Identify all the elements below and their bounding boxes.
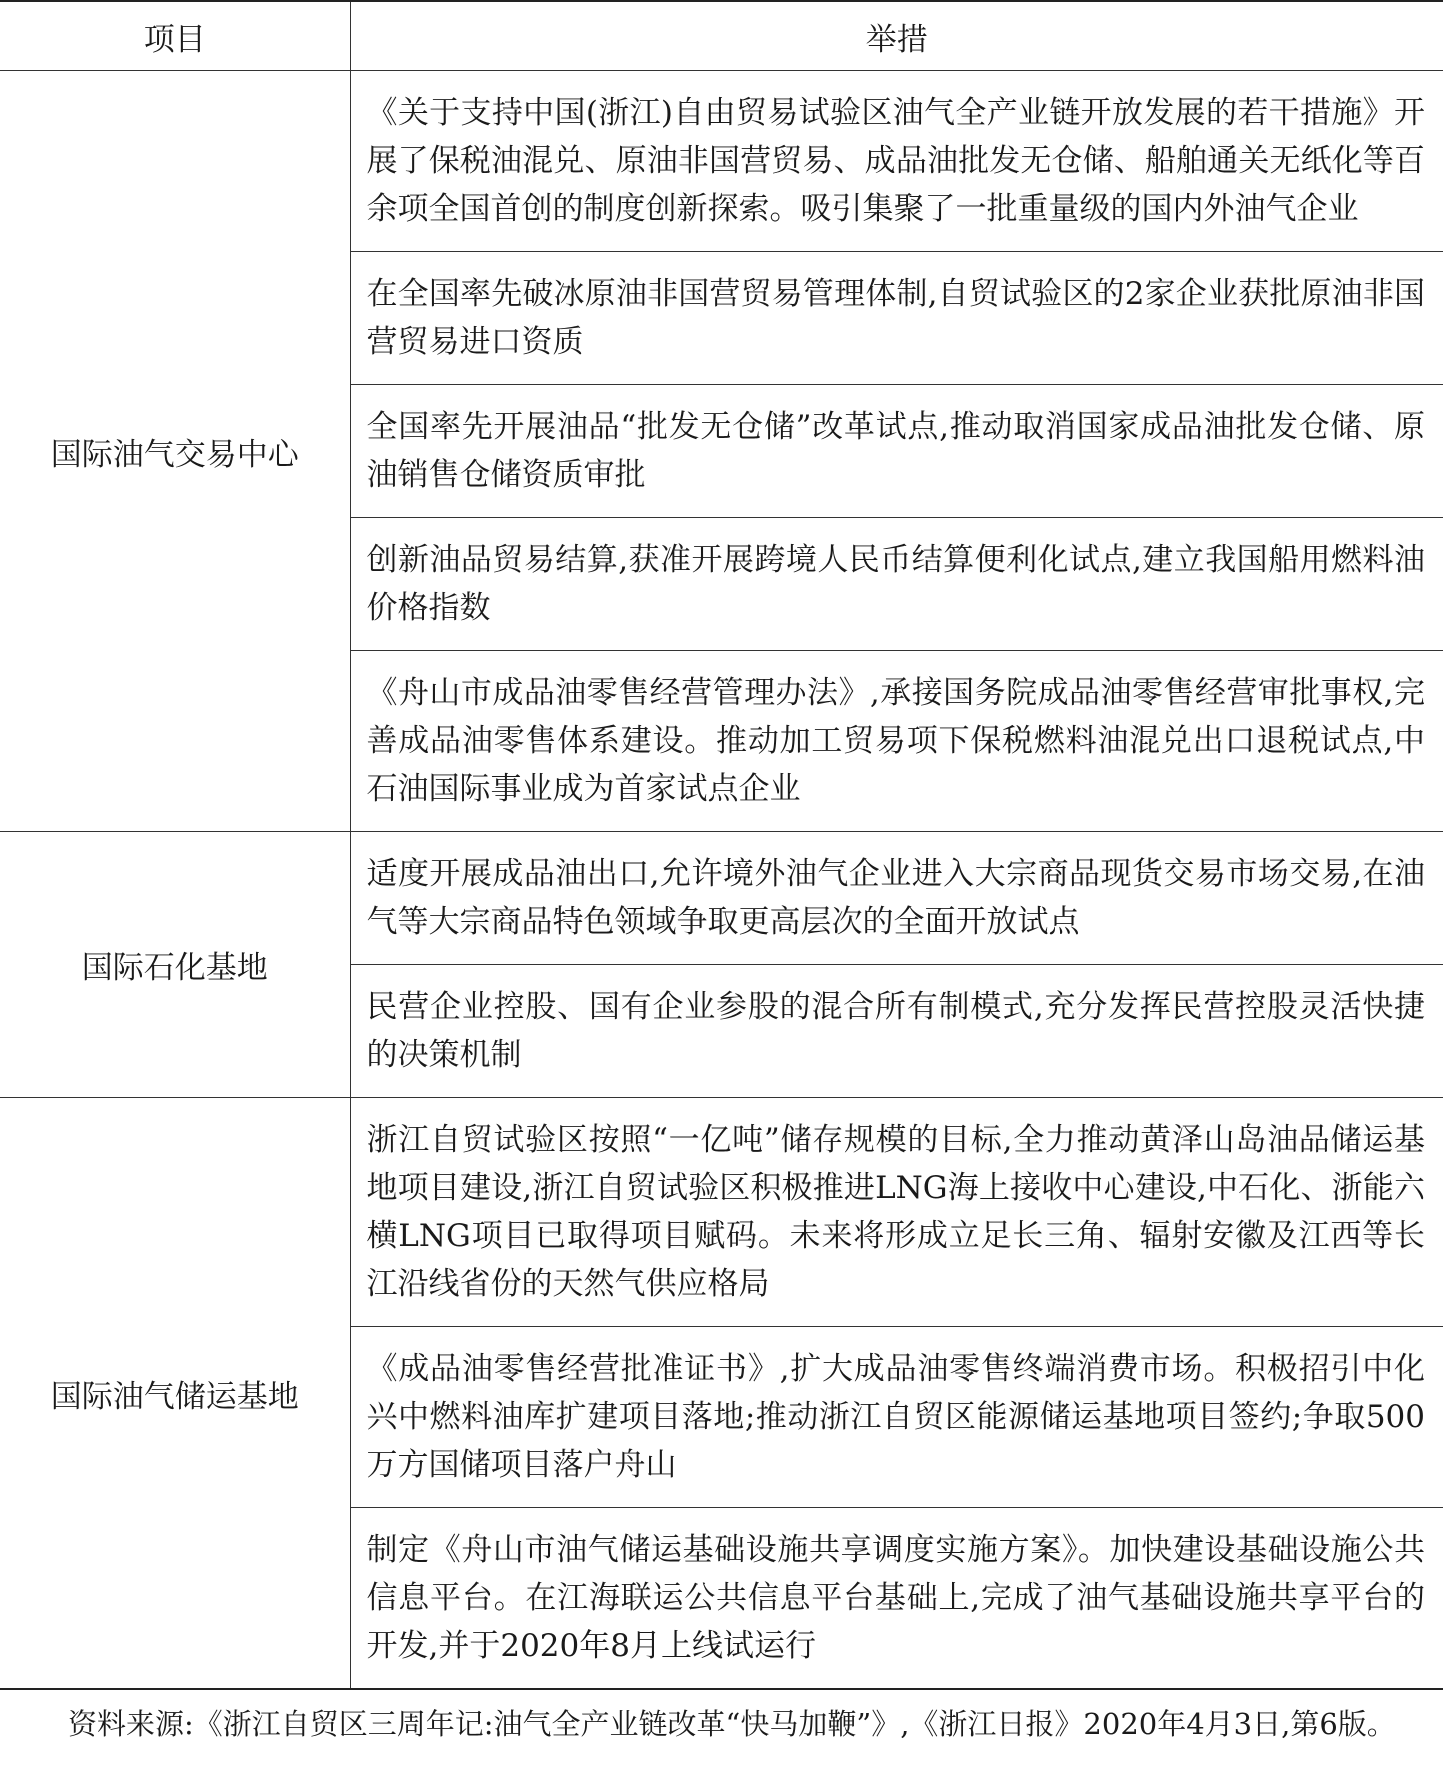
measure-cell: 民营企业控股、国有企业参股的混合所有制模式,充分发挥民营控股灵活快捷的决策机制 bbox=[350, 965, 1443, 1098]
measure-cell: 浙江自贸试验区按照“一亿吨”储存规模的目标,全力推动黄泽山岛油品储运基地项目建设,浙江自贸试验区积极推进LNG海上接收中心建设,中石化、浙能六横LNG项目已取得项目赋码。未来将形成立足长三角、辐射安徽及江西等长江沿线省份的天然气供应格局 bbox=[350, 1098, 1443, 1327]
measure-cell: 制定《舟山市油气储运基础设施共享调度实施方案》。加快建设基础设施公共信息平台。在江海联运公共信息平台基础上,完成了油气基础设施共享平台的开发,并于2020年8月上线试运行 bbox=[350, 1508, 1443, 1690]
header-measure: 举措 bbox=[350, 1, 1443, 71]
measure-cell: 全国率先开展油品“批发无仓储”改革试点,推动取消国家成品油批发仓储、原油销售仓储资质审批 bbox=[350, 385, 1443, 518]
measure-cell: 适度开展成品油出口,允许境外油气企业进入大宗商品现货交易市场交易,在油气等大宗商品特色领域争取更高层次的全面开放试点 bbox=[350, 832, 1443, 965]
measure-cell: 《舟山市成品油零售经营管理办法》,承接国务院成品油零售经营审批事权,完善成品油零售体系建设。推动加工贸易项下保税燃料油混兑出口退税试点,中石油国际事业成为首家试点企业 bbox=[350, 651, 1443, 832]
measure-cell: 在全国率先破冰原油非国营贸易管理体制,自贸试验区的2家企业获批原油非国营贸易进口资质 bbox=[350, 252, 1443, 385]
item-cell-petrochemical-base: 国际石化基地 bbox=[0, 832, 350, 1098]
measure-cell: 创新油品贸易结算,获准开展跨境人民币结算便利化试点,建立我国船用燃料油价格指数 bbox=[350, 518, 1443, 651]
measure-cell: 《成品油零售经营批准证书》,扩大成品油零售终端消费市场。积极招引中化兴中燃料油库扩建项目落地;推动浙江自贸区能源储运基地项目签约;争取500万方国储项目落户舟山 bbox=[350, 1327, 1443, 1508]
table-row bbox=[0, 832, 1443, 965]
item-cell-oil-gas-trading-center: 国际油气交易中心 bbox=[0, 71, 350, 832]
table-row bbox=[0, 71, 1443, 252]
header-row bbox=[0, 1, 1443, 71]
header-item: 项目 bbox=[0, 1, 350, 71]
table-row bbox=[0, 1098, 1443, 1327]
source-note: 资料来源:《浙江自贸区三周年记:油气全产业链改革“快马加鞭”》,《浙江日报》2020年4月3日,第6版。 bbox=[68, 1707, 1396, 1741]
item-cell-storage-transport-base: 国际油气储运基地 bbox=[0, 1098, 350, 1690]
measure-cell: 《关于支持中国(浙江)自由贸易试验区油气全产业链开放发展的若干措施》开展了保税油混兑、原油非国营贸易、成品油批发无仓储、船舶通关无纸化等百余项全国首创的制度创新探索。吸引集聚了一批重量级的国内外油气企业 bbox=[350, 71, 1443, 252]
